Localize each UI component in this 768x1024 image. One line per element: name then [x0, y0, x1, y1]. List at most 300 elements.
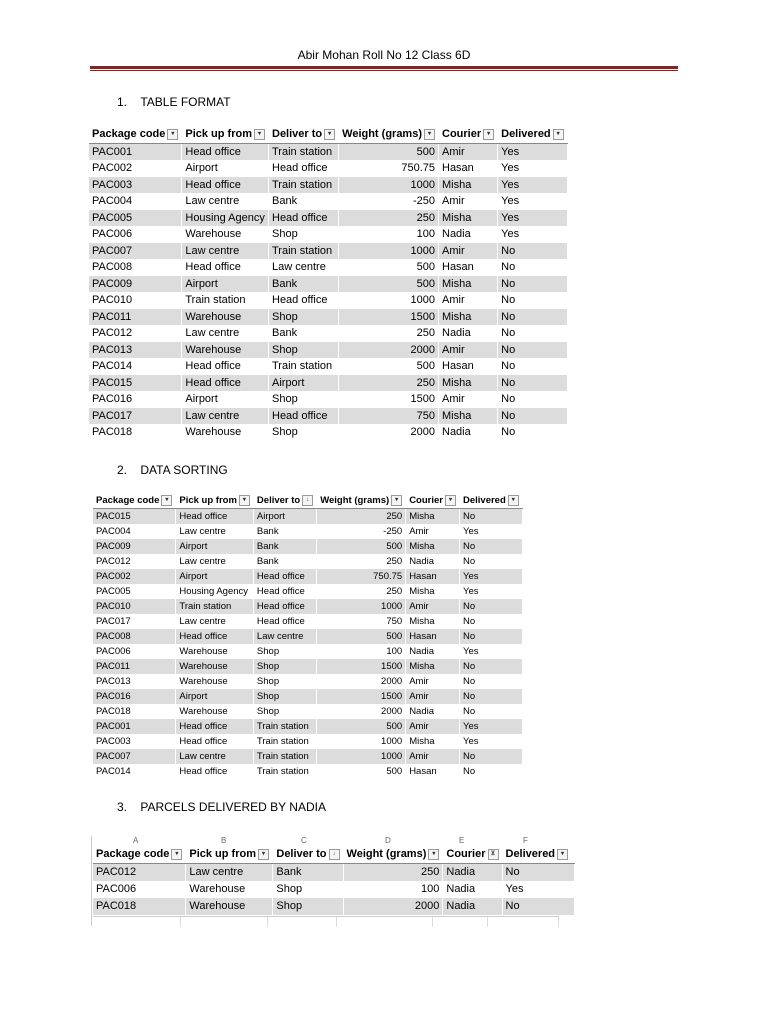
table-cell: 100	[343, 881, 443, 898]
table-cell: Amir	[406, 524, 460, 539]
table-cell: No	[498, 342, 568, 359]
table-cell: Law centre	[253, 629, 316, 644]
table-cell: 500	[339, 259, 439, 276]
section-number: 3.	[117, 800, 128, 814]
table-cell: Law centre	[176, 749, 254, 764]
table-cell: Yes	[459, 584, 522, 599]
table-cell: Bank	[253, 539, 316, 554]
table-cell: No	[459, 599, 522, 614]
table-row	[93, 719, 522, 734]
table-cell: Head office	[269, 408, 339, 425]
table-cell: Hasan	[439, 259, 498, 276]
table-cell: Head office	[269, 160, 339, 177]
table-cell: No	[498, 259, 568, 276]
table-cell: PAC014	[89, 358, 182, 375]
table-cell: PAC010	[89, 292, 182, 309]
table-cell: -250	[317, 524, 406, 539]
table-row	[89, 243, 568, 260]
table-cell: Warehouse	[176, 659, 254, 674]
table-cell: Train station	[182, 292, 269, 309]
filter-dropdown-icon[interactable]: ▾	[391, 495, 402, 506]
table-cell: Train station	[253, 734, 316, 749]
table-cell: 1500	[317, 689, 406, 704]
filter-dropdown-icon[interactable]: ▾	[557, 849, 568, 860]
table-cell: Law centre	[182, 408, 269, 425]
table-cell: Misha	[406, 584, 460, 599]
table-cell: PAC010	[93, 599, 176, 614]
table-cell: PAC006	[93, 881, 186, 898]
filter-dropdown-icon[interactable]: ▾	[324, 129, 335, 140]
table-cell: No	[459, 554, 522, 569]
table-cell: 1000	[317, 749, 406, 764]
table-cell: Yes	[459, 524, 522, 539]
table-cell: PAC005	[93, 584, 176, 599]
table-cell: Misha	[439, 375, 498, 392]
table-cell: PAC006	[89, 226, 182, 243]
table-cell: Warehouse	[176, 704, 254, 719]
table-cell: Shop	[269, 226, 339, 243]
table-cell: 1500	[339, 309, 439, 326]
column-header	[253, 493, 316, 509]
table-cell: No	[498, 276, 568, 293]
table-cell: Head office	[176, 764, 254, 779]
table-row	[93, 674, 522, 689]
table-cell: PAC008	[89, 259, 182, 276]
table-cell: Shop	[253, 689, 316, 704]
table-cell: Warehouse	[186, 881, 273, 898]
section-heading-2	[117, 463, 228, 477]
column-header-label: Package code	[96, 495, 160, 506]
table-cell: Head office	[182, 143, 269, 160]
table-cell: Yes	[459, 719, 522, 734]
table-cell: No	[459, 689, 522, 704]
table-cell: Misha	[439, 408, 498, 425]
filter-dropdown-icon[interactable]: ↓	[302, 495, 313, 506]
table-cell: Nadia	[439, 226, 498, 243]
table-row	[93, 764, 522, 779]
filter-dropdown-icon[interactable]: ⊻	[488, 849, 499, 860]
table-cell: Head office	[182, 259, 269, 276]
table-cell: Housing Agency	[176, 584, 254, 599]
table-cell: Law centre	[186, 864, 273, 882]
table-cell: Law centre	[176, 554, 254, 569]
table-row	[89, 408, 568, 425]
table-cell: 250	[339, 210, 439, 227]
table-cell: 1000	[317, 734, 406, 749]
table-cell: No	[498, 358, 568, 375]
table-cell: PAC003	[93, 734, 176, 749]
column-header-label: Delivered	[462, 495, 506, 506]
column-header	[339, 126, 439, 143]
table-cell: 500	[339, 276, 439, 293]
table-cell: PAC014	[93, 764, 176, 779]
table-cell: 100	[317, 644, 406, 659]
table-cell: Hasan	[406, 764, 460, 779]
header-row	[93, 493, 522, 509]
table-row	[93, 689, 522, 704]
section-heading-1	[117, 95, 231, 109]
table-cell: 250	[339, 325, 439, 342]
col-letter-d: D	[385, 836, 391, 845]
column-header-label: Delivered	[505, 848, 556, 860]
table-row	[89, 276, 568, 293]
table-cell: No	[498, 391, 568, 408]
table-row	[93, 614, 522, 629]
table-cell: Warehouse	[186, 898, 273, 915]
table-row	[93, 881, 574, 898]
section-number: 1.	[117, 95, 128, 109]
sheet-gridline	[91, 836, 92, 926]
filter-dropdown-icon[interactable]: ▾	[424, 129, 435, 140]
table-cell: 250	[317, 584, 406, 599]
table-cell: No	[459, 509, 522, 525]
column-header	[93, 493, 176, 509]
table-cell: No	[502, 864, 574, 882]
section-title: DATA SORTING	[140, 463, 228, 477]
table-cell: Head office	[269, 292, 339, 309]
table-cell: Train station	[269, 243, 339, 260]
table-row	[89, 259, 568, 276]
filter-dropdown-icon[interactable]: ▾	[171, 849, 182, 860]
column-header	[89, 126, 182, 143]
table-cell: Airport	[176, 569, 254, 584]
column-header	[502, 846, 574, 864]
table-cell: PAC015	[93, 509, 176, 525]
table-cell: Amir	[406, 674, 460, 689]
table-cell: Amir	[439, 391, 498, 408]
table-cell: Train station	[253, 719, 316, 734]
table-cell: Amir	[439, 193, 498, 210]
table-cell: Shop	[269, 424, 339, 441]
table-row	[89, 160, 568, 177]
table-cell: 500	[339, 143, 439, 160]
table-cell: Shop	[253, 704, 316, 719]
table-cell: No	[502, 898, 574, 915]
column-header	[93, 846, 186, 864]
table-cell: Misha	[406, 509, 460, 525]
table-cell: Nadia	[439, 325, 498, 342]
table-cell: PAC013	[89, 342, 182, 359]
table-cell: Amir	[406, 719, 460, 734]
table-cell: PAC002	[93, 569, 176, 584]
section-heading-3	[117, 800, 326, 814]
table-cell: Bank	[269, 276, 339, 293]
table-cell: 750	[317, 614, 406, 629]
col-letter-a: A	[133, 836, 139, 845]
table-cell: PAC018	[89, 424, 182, 441]
table-cell: Shop	[269, 391, 339, 408]
filter-dropdown-icon[interactable]: ▾	[254, 129, 265, 140]
column-header	[186, 846, 273, 864]
table-row	[93, 644, 522, 659]
column-header	[269, 126, 339, 143]
table-cell: 2000	[339, 342, 439, 359]
table-cell: Amir	[439, 342, 498, 359]
table-cell: 1500	[339, 391, 439, 408]
table-cell: PAC012	[93, 864, 186, 882]
table-row	[93, 659, 522, 674]
table-cell: 1000	[339, 292, 439, 309]
table-row	[89, 424, 568, 441]
column-header	[498, 126, 568, 143]
table-cell: Shop	[273, 881, 343, 898]
table-cell: 250	[317, 554, 406, 569]
table-cell: PAC001	[93, 719, 176, 734]
table-cell: Misha	[406, 539, 460, 554]
table-cell: Airport	[182, 391, 269, 408]
table-cell: Warehouse	[182, 342, 269, 359]
table-cell: Train station	[253, 749, 316, 764]
table-cell: Bank	[253, 524, 316, 539]
table-cell: Head office	[253, 599, 316, 614]
table-cell: Law centre	[182, 243, 269, 260]
section-title: PARCELS DELIVERED BY NADIA	[140, 800, 326, 814]
data-sorting-table	[93, 493, 523, 779]
table-cell: Yes	[459, 569, 522, 584]
table-row	[89, 375, 568, 392]
table-cell: Nadia	[443, 864, 502, 882]
table-row	[89, 358, 568, 375]
column-header-label: Courier	[409, 495, 443, 506]
col-letter-e: E	[459, 836, 465, 845]
table-cell: Nadia	[439, 424, 498, 441]
column-header-label: Package code	[92, 128, 166, 140]
table-cell: Yes	[502, 881, 574, 898]
table-cell: Yes	[498, 160, 568, 177]
table-cell: Yes	[498, 177, 568, 194]
table-cell: Hasan	[406, 629, 460, 644]
table-cell: PAC011	[89, 309, 182, 326]
table-cell: Yes	[498, 143, 568, 160]
table-cell: Amir	[406, 599, 460, 614]
table-cell: Law centre	[176, 614, 254, 629]
filter-dropdown-icon[interactable]: ▾	[161, 495, 172, 506]
table-cell: PAC011	[93, 659, 176, 674]
table-cell: Train station	[269, 143, 339, 160]
table-cell: Amir	[406, 749, 460, 764]
table-cell: Nadia	[443, 898, 502, 915]
table-cell: -250	[339, 193, 439, 210]
table-cell: No	[459, 749, 522, 764]
nadia-filtered-table	[93, 846, 575, 915]
column-header	[443, 846, 502, 864]
table-cell: 1000	[339, 243, 439, 260]
table-cell: Hasan	[406, 569, 460, 584]
column-header	[176, 493, 254, 509]
table-cell: PAC003	[89, 177, 182, 194]
table-cell: Bank	[253, 554, 316, 569]
table-cell: No	[498, 375, 568, 392]
table-cell: PAC009	[93, 539, 176, 554]
table-cell: Airport	[182, 160, 269, 177]
table-cell: 500	[317, 764, 406, 779]
table-cell: Warehouse	[176, 644, 254, 659]
table-cell: Train station	[253, 764, 316, 779]
column-header-label: Courier	[446, 848, 486, 860]
table-cell: Warehouse	[176, 674, 254, 689]
table-cell: Amir	[406, 689, 460, 704]
table-cell: PAC001	[89, 143, 182, 160]
table-cell: PAC009	[89, 276, 182, 293]
filter-dropdown-icon[interactable]: ▾	[483, 129, 494, 140]
table-cell: PAC017	[93, 614, 176, 629]
col-letter-f: F	[523, 836, 528, 845]
table-row	[93, 539, 522, 554]
table-cell: Head office	[182, 375, 269, 392]
table-cell: Nadia	[406, 704, 460, 719]
column-header	[182, 126, 269, 143]
table-cell: 750.75	[317, 569, 406, 584]
table-row	[93, 509, 522, 525]
table-cell: Train station	[176, 599, 254, 614]
table-cell: PAC006	[93, 644, 176, 659]
table-cell: 250	[339, 375, 439, 392]
table-cell: Misha	[439, 210, 498, 227]
table-cell: No	[459, 614, 522, 629]
table-cell: Nadia	[443, 881, 502, 898]
table-cell: 100	[339, 226, 439, 243]
table-cell: Law centre	[176, 524, 254, 539]
table-cell: 2000	[317, 704, 406, 719]
table-cell: 250	[317, 509, 406, 525]
document-header: Abir Mohan Roll No 12 Class 6D	[297, 48, 471, 62]
table-cell: Yes	[459, 644, 522, 659]
filter-dropdown-icon[interactable]: ↓	[329, 849, 340, 860]
table-cell: Airport	[176, 689, 254, 704]
table-cell: Shop	[269, 342, 339, 359]
column-header-label: Pick up from	[185, 128, 252, 140]
column-header	[439, 126, 498, 143]
column-header-label: Pick up from	[179, 495, 237, 506]
table-row	[89, 210, 568, 227]
filter-dropdown-icon[interactable]: ▾	[508, 495, 519, 506]
column-header-label: Weight (grams)	[346, 848, 427, 860]
table-cell: PAC012	[89, 325, 182, 342]
table-cell: No	[459, 629, 522, 644]
table-cell: Head office	[253, 584, 316, 599]
table-row	[93, 749, 522, 764]
table-row	[93, 898, 574, 915]
table-cell: No	[498, 408, 568, 425]
table-cell: No	[498, 292, 568, 309]
table-cell: Yes	[459, 734, 522, 749]
table-cell: Shop	[273, 898, 343, 915]
table-row	[89, 143, 568, 160]
table-cell: Bank	[269, 193, 339, 210]
table-cell: 1500	[317, 659, 406, 674]
table-cell: Misha	[439, 309, 498, 326]
table-cell: No	[498, 325, 568, 342]
table-cell: Shop	[269, 309, 339, 326]
table-cell: Misha	[406, 614, 460, 629]
table-cell: PAC013	[93, 674, 176, 689]
table-row	[93, 599, 522, 614]
table-cell: Shop	[253, 644, 316, 659]
table-cell: PAC004	[93, 524, 176, 539]
table-row	[89, 309, 568, 326]
table-cell: Warehouse	[182, 226, 269, 243]
column-header-label: Courier	[442, 128, 482, 140]
table-row	[93, 569, 522, 584]
table-cell: Bank	[269, 325, 339, 342]
table-cell: Law centre	[182, 325, 269, 342]
table-cell: Law centre	[182, 193, 269, 210]
table-cell: Shop	[253, 674, 316, 689]
filter-dropdown-icon[interactable]: ▾	[258, 849, 269, 860]
table-cell: No	[459, 539, 522, 554]
table-cell: PAC015	[89, 375, 182, 392]
table-cell: Head office	[182, 358, 269, 375]
table-cell: No	[459, 659, 522, 674]
table-row	[89, 391, 568, 408]
table-cell: PAC007	[93, 749, 176, 764]
table-cell: 1000	[339, 177, 439, 194]
table-row	[93, 864, 574, 882]
table-cell: Nadia	[406, 644, 460, 659]
column-header	[343, 846, 443, 864]
table-cell: 500	[317, 629, 406, 644]
table-cell: PAC005	[89, 210, 182, 227]
table-row	[93, 584, 522, 599]
header-row	[93, 846, 574, 864]
table-cell: 500	[317, 719, 406, 734]
table-row	[89, 226, 568, 243]
table-cell: 1000	[317, 599, 406, 614]
filter-dropdown-icon[interactable]: ▾	[239, 495, 250, 506]
column-header-label: Package code	[96, 848, 170, 860]
table-cell: 750	[339, 408, 439, 425]
table-cell: Train station	[269, 177, 339, 194]
table-cell: Law centre	[269, 259, 339, 276]
table-cell: Head office	[253, 614, 316, 629]
table-cell: Head office	[176, 719, 254, 734]
table-cell: 750.75	[339, 160, 439, 177]
table-cell: Head office	[182, 177, 269, 194]
table-cell: PAC007	[89, 243, 182, 260]
table-cell: Hasan	[439, 160, 498, 177]
table-cell: 500	[339, 358, 439, 375]
table-cell: No	[459, 764, 522, 779]
table-cell: Warehouse	[182, 309, 269, 326]
table-row	[89, 325, 568, 342]
table-cell: Warehouse	[182, 424, 269, 441]
table-cell: No	[459, 704, 522, 719]
column-header	[406, 493, 460, 509]
filter-dropdown-icon[interactable]: ▾	[445, 495, 456, 506]
header-rule-thin	[90, 70, 678, 71]
filter-dropdown-icon[interactable]: ▾	[428, 849, 439, 860]
table-cell: PAC017	[89, 408, 182, 425]
table-cell: Train station	[269, 358, 339, 375]
table-cell: Misha	[406, 659, 460, 674]
table-cell: PAC012	[93, 554, 176, 569]
table-cell: 2000	[317, 674, 406, 689]
table-cell: Yes	[498, 226, 568, 243]
column-header	[317, 493, 406, 509]
table-cell: Nadia	[406, 554, 460, 569]
column-header-label: Deliver to	[276, 848, 327, 860]
table-row	[93, 704, 522, 719]
filter-dropdown-icon[interactable]: ▾	[167, 129, 178, 140]
filter-dropdown-icon[interactable]: ▾	[553, 129, 564, 140]
table-cell: No	[459, 674, 522, 689]
table-cell: Head office	[269, 210, 339, 227]
table-cell: Amir	[439, 292, 498, 309]
table-row	[89, 177, 568, 194]
column-header-label: Weight (grams)	[342, 128, 422, 140]
table-cell: 500	[317, 539, 406, 554]
table-cell: PAC008	[93, 629, 176, 644]
